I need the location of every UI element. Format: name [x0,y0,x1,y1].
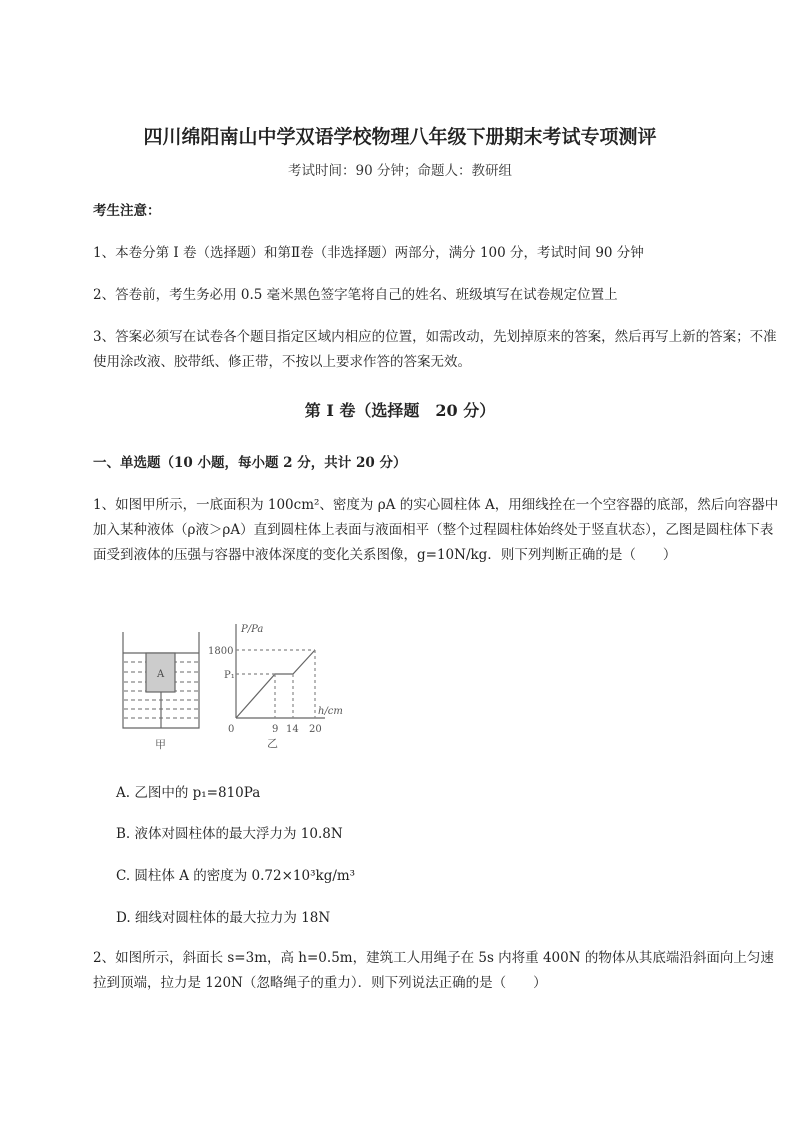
block-label: A [157,669,165,680]
option-b[interactable]: B. 液体对圆柱体的最大浮力为 10.8N [116,826,343,842]
exam-title: 四川绵阳南山中学双语学校物理八年级下册期末考试专项测评 [143,126,657,148]
y-axis-label: P/Pa [241,624,264,635]
notice-item: 3、答案必须写在试卷各个题目指定区域内相应的位置，如需改动，先划掉原来的答案，然后再写上新的答案；不准使用涂改液、胶带纸、修正带，不按以上要求作答的答案无效。 [93,329,777,370]
pressure-graph [236,624,325,718]
option-c[interactable]: C. 圆柱体 A 的密度为 0.72×10³kg/m³ [116,868,356,884]
notice-heading: 考生注意： [93,203,161,219]
notice-item: 2、答卷前，考生务必用 0.5 毫米黑色签字笔将自己的姓名、班级填写在试卷规定位置上 [93,287,618,303]
section-title: 第 I 卷（选择题 20 分） [304,401,496,420]
y-tick: 1800 [208,646,234,657]
question-2-text: 2、如图所示，斜面长 s=3m，高 h=0.5m，建筑工人用绳子在 5s 内将重 400N 的物体从其底端沿斜面向上匀速拉到顶端，拉力是 120N（忽略绳子的重力）．则下列说法正确的是（ ） [93,950,774,991]
option-d[interactable]: D. 细线对圆柱体的最大拉力为 18N [116,910,331,926]
x-axis-label: h/cm [318,706,343,717]
exam-subtitle: 考试时间：90 分钟；命题人：教研组 [288,163,512,179]
y-tick: P₁ [224,670,235,681]
x-tick: 0 [228,724,235,735]
figure-caption-right: 乙 [267,737,278,750]
option-a[interactable]: A. 乙图中的 p₁=810Pa [116,785,261,801]
x-tick: 20 [309,724,322,735]
notice-item: 1、本卷分第 I 卷（选择题）和第Ⅱ卷（非选择题）两部分，满分 100 分，考试时间 90 分钟 [93,245,644,261]
x-tick: 9 [272,724,279,735]
figure-caption-left: 甲 [155,738,166,751]
container-diagram [123,632,199,728]
question-1-text: 1、如图甲所示，一底面积为 100cm²、密度为 ρA 的实心圆柱体 A，用细线拴在一个空容器的底部，然后向容器中加入某种液体（ρ液＞ρA）直到圆柱体上表面与液面相平（整个过程圆柱体始终处于竖直状态），乙图是圆柱体下表面受到液体的压强与容器中液体深度的变化关系图像，g=10N/kg．则下列判断正确的是（ ） [93,497,779,563]
part-heading: 一、单选题（10 小题，每小题 2 分，共计 20 分） [93,455,407,471]
x-tick: 14 [286,724,299,735]
question-1-figure [110,610,350,760]
